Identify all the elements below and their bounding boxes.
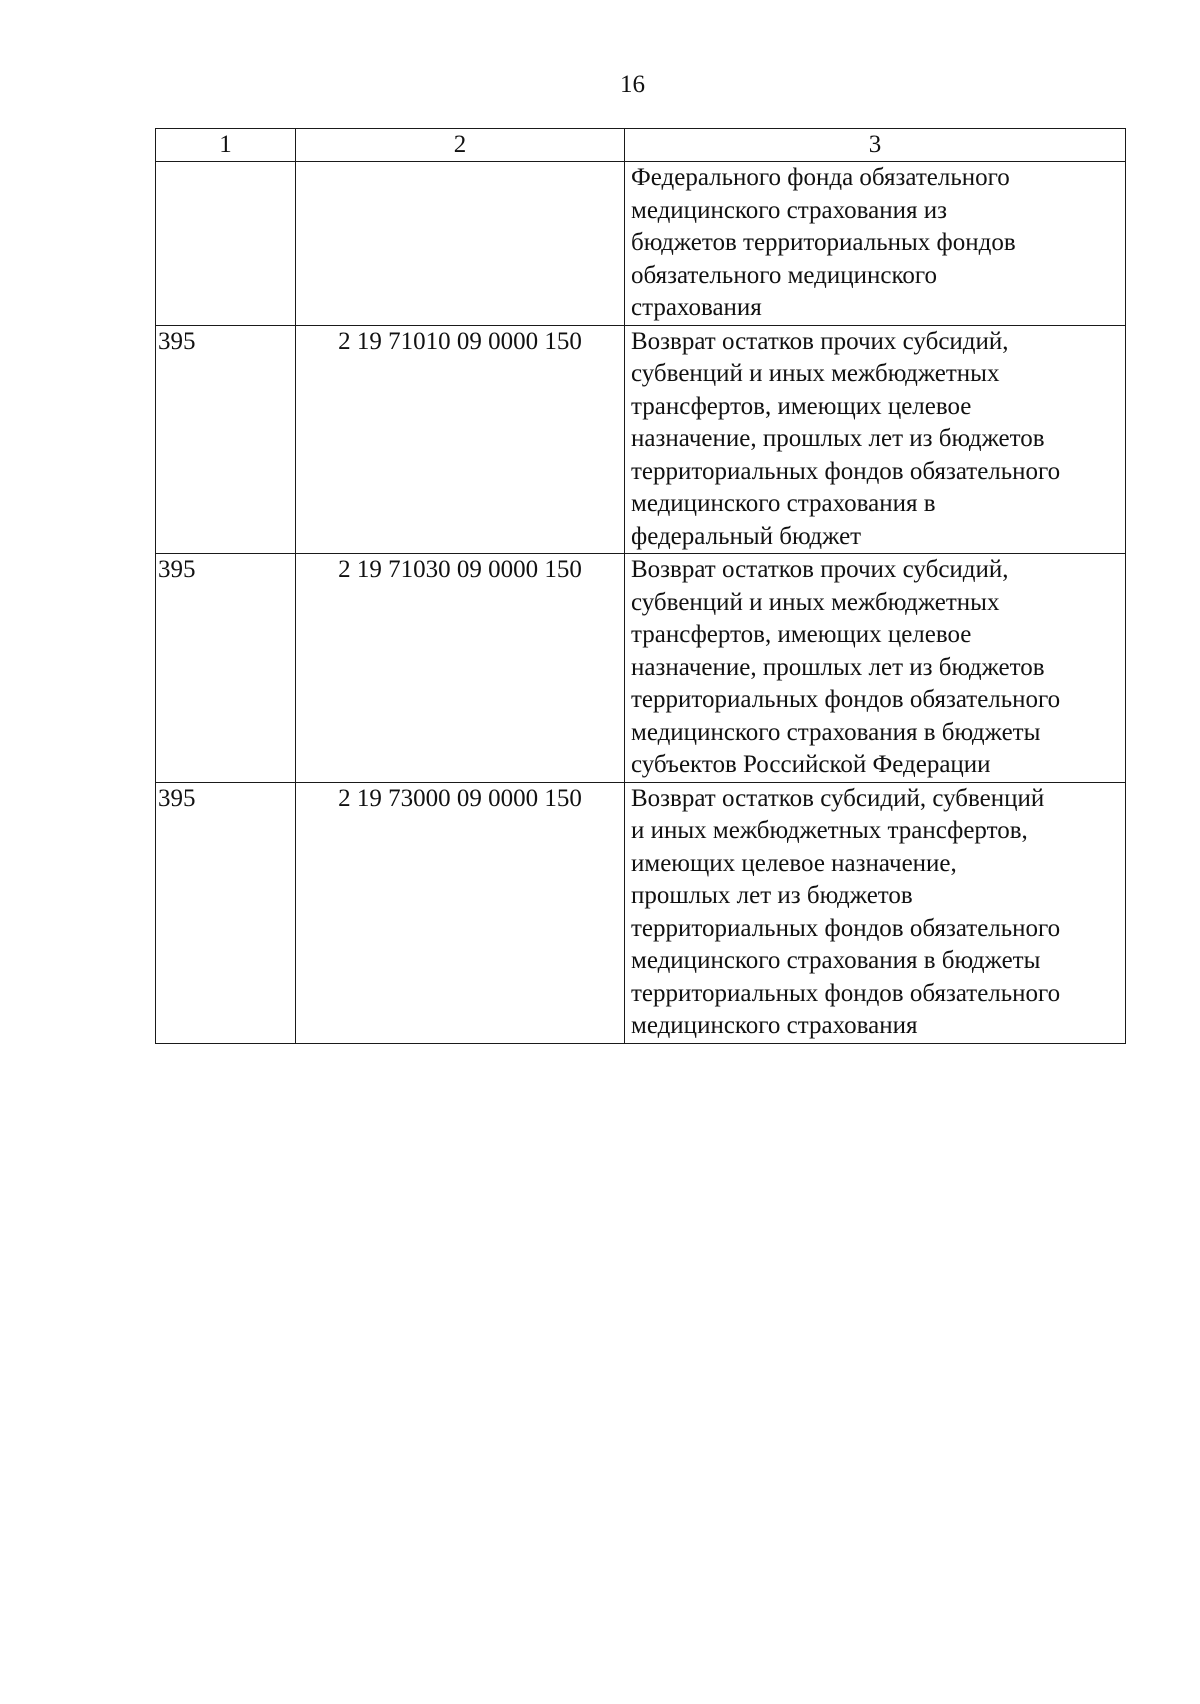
- budget-code-cell: 2 19 71010 09 0000 150: [296, 325, 625, 554]
- column-header-2: 2: [296, 129, 625, 162]
- budget-code-cell: 2 19 71030 09 0000 150: [296, 554, 625, 783]
- table-row: [156, 554, 1126, 783]
- column-header-3: 3: [625, 129, 1126, 162]
- table-row: [156, 782, 1126, 1043]
- table-row: [156, 162, 1126, 326]
- admin-code-cell: [156, 162, 296, 326]
- table-header-row: [156, 129, 1126, 162]
- page-number: 16: [620, 71, 645, 98]
- budget-code-cell: 2 19 73000 09 0000 150: [296, 782, 625, 1043]
- budget-codes-table: [155, 128, 1126, 1044]
- column-header-1: 1: [156, 129, 296, 162]
- description-cell: Федерального фонда обязательного медицинского страхования из бюджетов территориальных фондов обязательного медицинского страхования: [625, 162, 1126, 326]
- table-row: [156, 325, 1126, 554]
- description-cell: Возврат остатков субсидий, субвенций и иных межбюджетных трансфертов, имеющих целевое назначение, прошлых лет из бюджетов территориальных фондов обязательного медицинского страхования в бюджеты территориальных фондов обязательного медицинского страхования: [625, 782, 1126, 1043]
- description-cell: Возврат остатков прочих субсидий, субвенций и иных межбюджетных трансфертов, имеющих целевое назначение, прошлых лет из бюджетов территориальных фондов обязательного медицинского страхования в федеральный бюджет: [625, 325, 1126, 554]
- admin-code-cell: 395: [156, 782, 296, 1043]
- admin-code-cell: 395: [156, 554, 296, 783]
- admin-code-cell: 395: [156, 325, 296, 554]
- description-cell: Возврат остатков прочих субсидий, субвенций и иных межбюджетных трансфертов, имеющих целевое назначение, прошлых лет из бюджетов территориальных фондов обязательного медицинского страхования в бюджеты субъектов Российской Федерации: [625, 554, 1126, 783]
- budget-code-cell: [296, 162, 625, 326]
